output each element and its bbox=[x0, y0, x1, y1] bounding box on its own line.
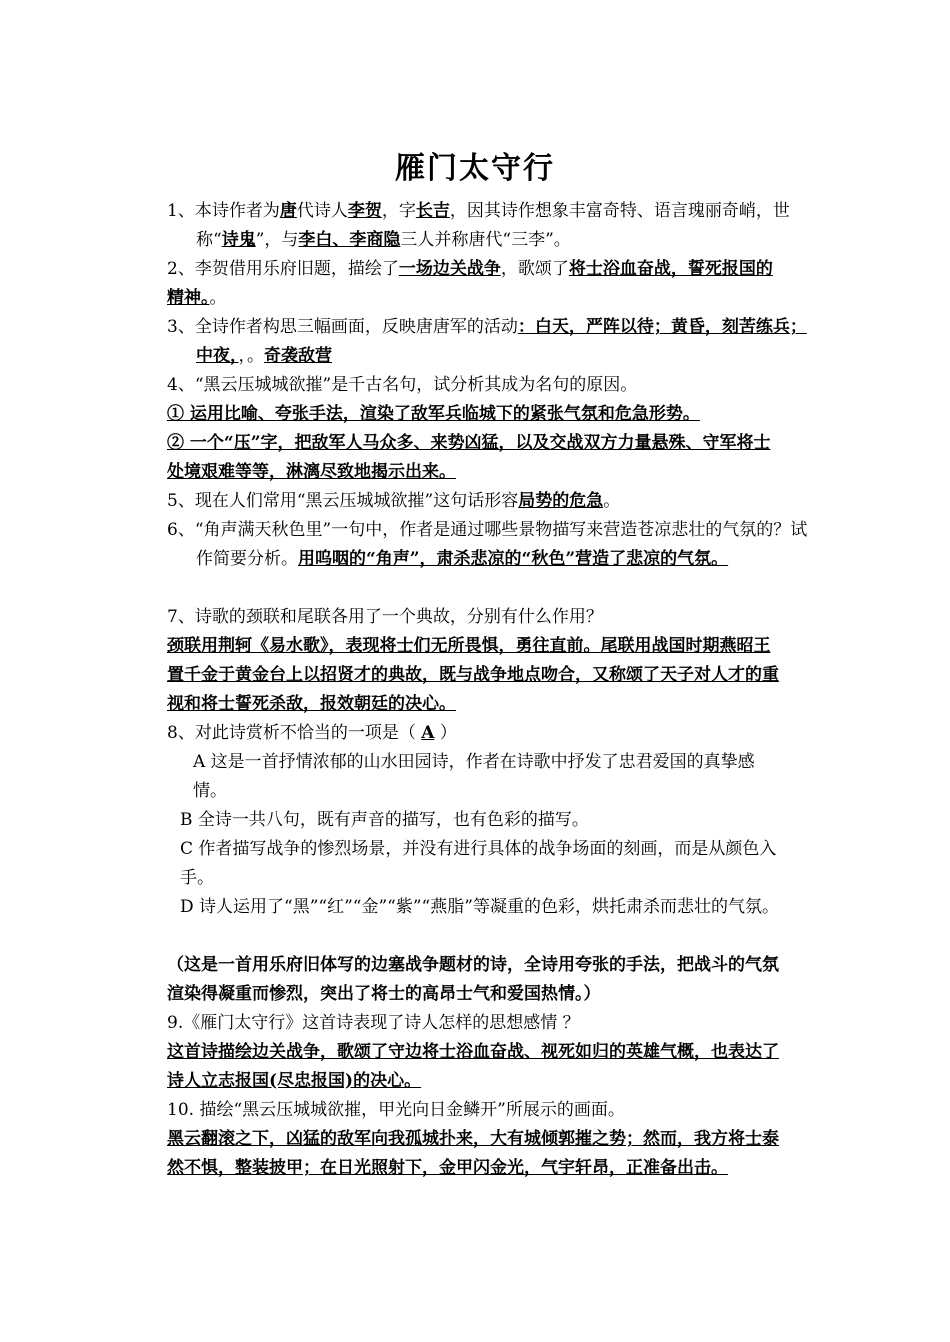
q4-answer-1: ① 运用比喻、夸张手法，渲染了敌军兵临城下的紧张气氛和危急形势。 bbox=[167, 404, 700, 424]
q1-answer-dynasty: 唐 bbox=[279, 201, 297, 221]
q1-text: ，因其诗作想象丰富奇特、语言瑰丽奇峭，世称“ bbox=[196, 201, 790, 250]
q2-text: 。 bbox=[209, 288, 227, 308]
q1-text: ，字 bbox=[381, 201, 416, 221]
q5-answer: 局势的危急 bbox=[518, 491, 604, 511]
page-title: 雁门太守行 bbox=[395, 151, 555, 186]
question-9 bbox=[167, 1009, 787, 1038]
q8-text: ） bbox=[434, 723, 457, 743]
question-8 bbox=[167, 719, 787, 748]
q7-question: 7、诗歌的颈联和尾联各用了一个典故，分别有什么作用？ bbox=[167, 607, 603, 627]
question-7 bbox=[167, 603, 787, 632]
q8-option-b: B 全诗一共八句，既有声音的描写，也有色彩的描写。 bbox=[180, 810, 589, 830]
question-2 bbox=[167, 255, 787, 313]
question-3 bbox=[167, 313, 816, 371]
q1-answer-author: 李贺 bbox=[347, 201, 382, 221]
q3-text: ，。 bbox=[238, 346, 264, 366]
question-10 bbox=[167, 1096, 787, 1125]
q5-text: 。 bbox=[603, 491, 621, 511]
q1-answer-nickname: 诗鬼 bbox=[221, 230, 256, 250]
q9-answer: 这首诗描绘边关战争，歌颂了守边将士浴血奋战、视死如归的英雄气概，也表达了诗人立志报国(尽忠报国)的决心。 bbox=[167, 1042, 779, 1091]
question-6 bbox=[167, 516, 816, 574]
q3-answer-2: 奇袭敌营 bbox=[264, 346, 332, 366]
q4-answer-2: ② 一个“压”字，把敌军人马众多、来势凶猛，以及交战双方力量悬殊、守军将士处境艰难等等，淋漓尽致地揭示出来。 bbox=[167, 433, 771, 482]
q4-question: 4、“黑云压城城欲摧”是千古名句，试分析其成为名句的原因。 bbox=[167, 375, 638, 395]
q9-question: 9.《雁门太守行》这首诗表现了诗人怎样的思想感情 ？ bbox=[167, 1013, 580, 1033]
q1-text: 1、本诗作者为 bbox=[167, 201, 280, 221]
q5-text: 5、现在人们常用“黑云压城城欲摧”这句话形容 bbox=[167, 491, 519, 511]
q6-answer: 用呜咽的“角声”，肃杀悲凉的“秋色”营造了悲凉的气氛。 bbox=[298, 549, 729, 569]
q1-answer-courtesy-name: 长吉 bbox=[415, 201, 450, 221]
q1-text: 代诗人 bbox=[296, 201, 348, 221]
q6-text: 6、“角声满天秋色里”一句中，作者是通过哪些景物描写来营造苍凉悲壮的气氛的？试作简要分析。 bbox=[167, 520, 808, 569]
q8-option-c: C 作者描写战争的惨烈场景，并没有进行具体的战争场面的刻画，而是从颜色入手。 bbox=[180, 839, 777, 888]
q10-answer: 黑云翻滚之下，凶猛的敌军向我孤城扑来，大有城倾郭摧之势；然而，我方将士泰然不惧，整装披甲；在日光照射下，金甲闪金光，气宇轩昂，正准备出击。 bbox=[167, 1129, 779, 1178]
q3-text: 3、全诗作者构思三幅画面，反映唐唐军的活动 bbox=[167, 317, 518, 337]
q7-answer: 颈联用荆轲《易水歌》，表现将士们无所畏惧，勇往直前。尾联用战国时期燕昭王置千金于黄金台上以招贤才的典故，既与战争地点吻合，又称颂了天子对人才的重视和将士誓死杀敌，报效朝廷的决心。 bbox=[167, 636, 779, 714]
q1-answer-poets: 李白、李商隐 bbox=[298, 230, 401, 250]
q2-answer-2: 将士浴血奋战，誓死报国的精神。 bbox=[167, 259, 773, 308]
q2-answer-1: 一场边关战争 bbox=[398, 259, 501, 279]
q8-option-d: D 诗人运用了“黑”“红”“金”“紫”“燕脂”等凝重的色彩，烘托肃杀而悲壮的气氛。 bbox=[180, 897, 779, 917]
q3-answer-1: ：白天，严阵以待；黄昏，刻苦练兵；中夜， bbox=[196, 317, 807, 366]
q8-note: （这是一首用乐府旧体写的边塞战争题材的诗，全诗用夸张的手法，把战斗的气氛渲染得凝重而惨烈，突出了将士的高昂士气和爱国热情。） bbox=[167, 955, 779, 1004]
question-5 bbox=[167, 487, 787, 516]
q10-question: 10. 描绘“黑云压城城欲摧，甲光向日金鳞开”所展示的画面。 bbox=[167, 1100, 625, 1120]
q8-option-a: A 这是一首抒情浓郁的山水田园诗，作者在诗歌中抒发了忠君爱国的真挚感情。 bbox=[193, 752, 755, 801]
q1-text: 三人并称唐代“三李”。 bbox=[400, 230, 571, 250]
q8-text: 8、对此诗赏析不恰当的一项是（ bbox=[167, 723, 422, 743]
question-4 bbox=[167, 371, 787, 400]
q2-text: ，歌颂了 bbox=[500, 259, 569, 279]
q1-text: ”，与 bbox=[255, 230, 299, 250]
q2-text: 2、李贺借用乐府旧题，描绘了 bbox=[167, 259, 399, 279]
q8-answer: A bbox=[421, 723, 435, 743]
question-1 bbox=[167, 197, 816, 255]
